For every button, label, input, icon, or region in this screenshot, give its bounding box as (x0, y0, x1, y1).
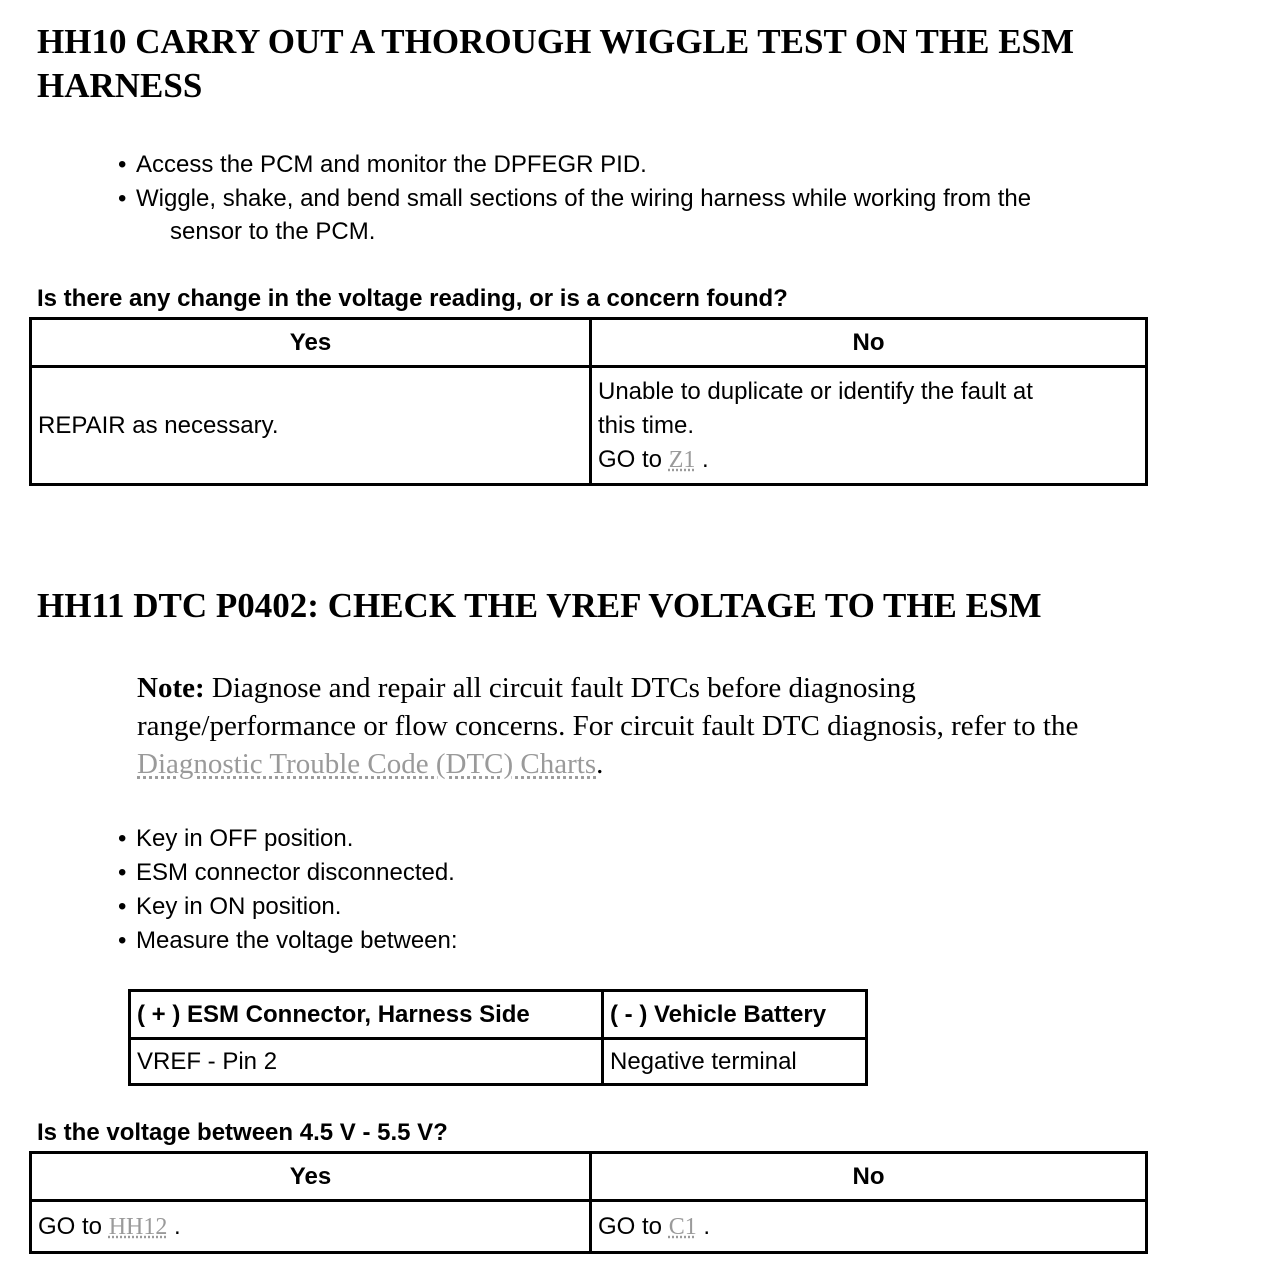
measure-col2-header: ( - ) Vehicle Battery (603, 991, 867, 1039)
yes-header: Yes (31, 319, 591, 367)
bullet-icon: • (118, 927, 127, 954)
bullet-text: ESM connector disconnected. (136, 859, 455, 886)
note-suffix: . (596, 748, 604, 780)
list-item (118, 148, 1031, 182)
no-cell (591, 1201, 1147, 1253)
hh11-result-table (29, 1151, 1148, 1254)
yes-cell: REPAIR as necessary. (31, 367, 591, 485)
section-hh11-heading: HH11 DTC P0402: CHECK THE VREF VOLTAGE TO THE ESM (37, 586, 1042, 625)
hh10-question: Is there any change in the voltage reading, or is a concern found? (37, 285, 788, 312)
goto-z1-link[interactable]: Z1 (668, 446, 696, 473)
no-cell-line-1: Unable to duplicate or identify the fault at (598, 377, 1033, 405)
note-block (137, 669, 1237, 783)
section-hh10-heading (37, 20, 1074, 108)
yes-header: Yes (31, 1153, 591, 1201)
no-cell (591, 367, 1147, 485)
goto-suffix: . (174, 1212, 181, 1240)
goto-suffix: . (702, 445, 709, 473)
bullet-icon: • (118, 893, 127, 920)
no-header: No (591, 1153, 1147, 1201)
list-item (118, 924, 458, 958)
list-item (118, 856, 458, 890)
bullet-text: Access the PCM and monitor the DPFEGR PID. (136, 151, 647, 178)
bullet-text: Wiggle, shake, and bend small sections of the wiring harness while working from the (136, 185, 1032, 212)
goto-prefix: GO to (38, 1212, 103, 1240)
note-line-2: range/performance or flow concerns. For circuit fault DTC diagnosis, refer to the (137, 710, 1079, 742)
no-cell-line-2: this time. (598, 411, 695, 439)
list-item (118, 890, 458, 924)
measure-col2-value: Negative terminal (603, 1039, 867, 1085)
measurement-table (128, 989, 868, 1086)
bullet-text: Key in OFF position. (136, 825, 354, 852)
bullet-icon: • (118, 185, 127, 212)
measure-col1-value: VREF - Pin 2 (130, 1039, 603, 1085)
goto-prefix: GO to (598, 445, 663, 473)
bullet-icon: • (118, 859, 127, 886)
bullet-text-continuation: sensor to the PCM. (170, 218, 376, 245)
goto-c1-link[interactable]: C1 (668, 1213, 697, 1240)
dtc-charts-link[interactable]: Diagnostic Trouble Code (DTC) Charts (137, 748, 597, 780)
list-item (118, 822, 458, 856)
heading-line-2: HARNESS (37, 66, 203, 105)
list-item (118, 182, 1031, 248)
hh11-bullet-list (118, 822, 458, 958)
bullet-icon: • (118, 825, 127, 852)
note-label: Note: (137, 672, 205, 704)
hh11-question: Is the voltage between 4.5 V - 5.5 V? (37, 1119, 448, 1146)
bullet-icon: • (118, 151, 127, 178)
goto-prefix: GO to (598, 1212, 663, 1240)
heading-line-1: HH10 CARRY OUT A THOROUGH WIGGLE TEST ON THE ESM (37, 22, 1075, 61)
measure-col1-header: ( + ) ESM Connector, Harness Side (130, 991, 603, 1039)
bullet-text: Measure the voltage between: (136, 927, 458, 954)
yes-cell (31, 1201, 591, 1253)
hh10-bullet-list (118, 148, 1031, 248)
no-header: No (591, 319, 1147, 367)
hh10-result-table (29, 317, 1148, 486)
goto-suffix: . (703, 1212, 711, 1240)
note-line-1: Diagnose and repair all circuit fault DTCs before diagnosing (211, 672, 916, 704)
goto-hh12-link[interactable]: HH12 (108, 1213, 168, 1240)
bullet-text: Key in ON position. (136, 893, 342, 920)
